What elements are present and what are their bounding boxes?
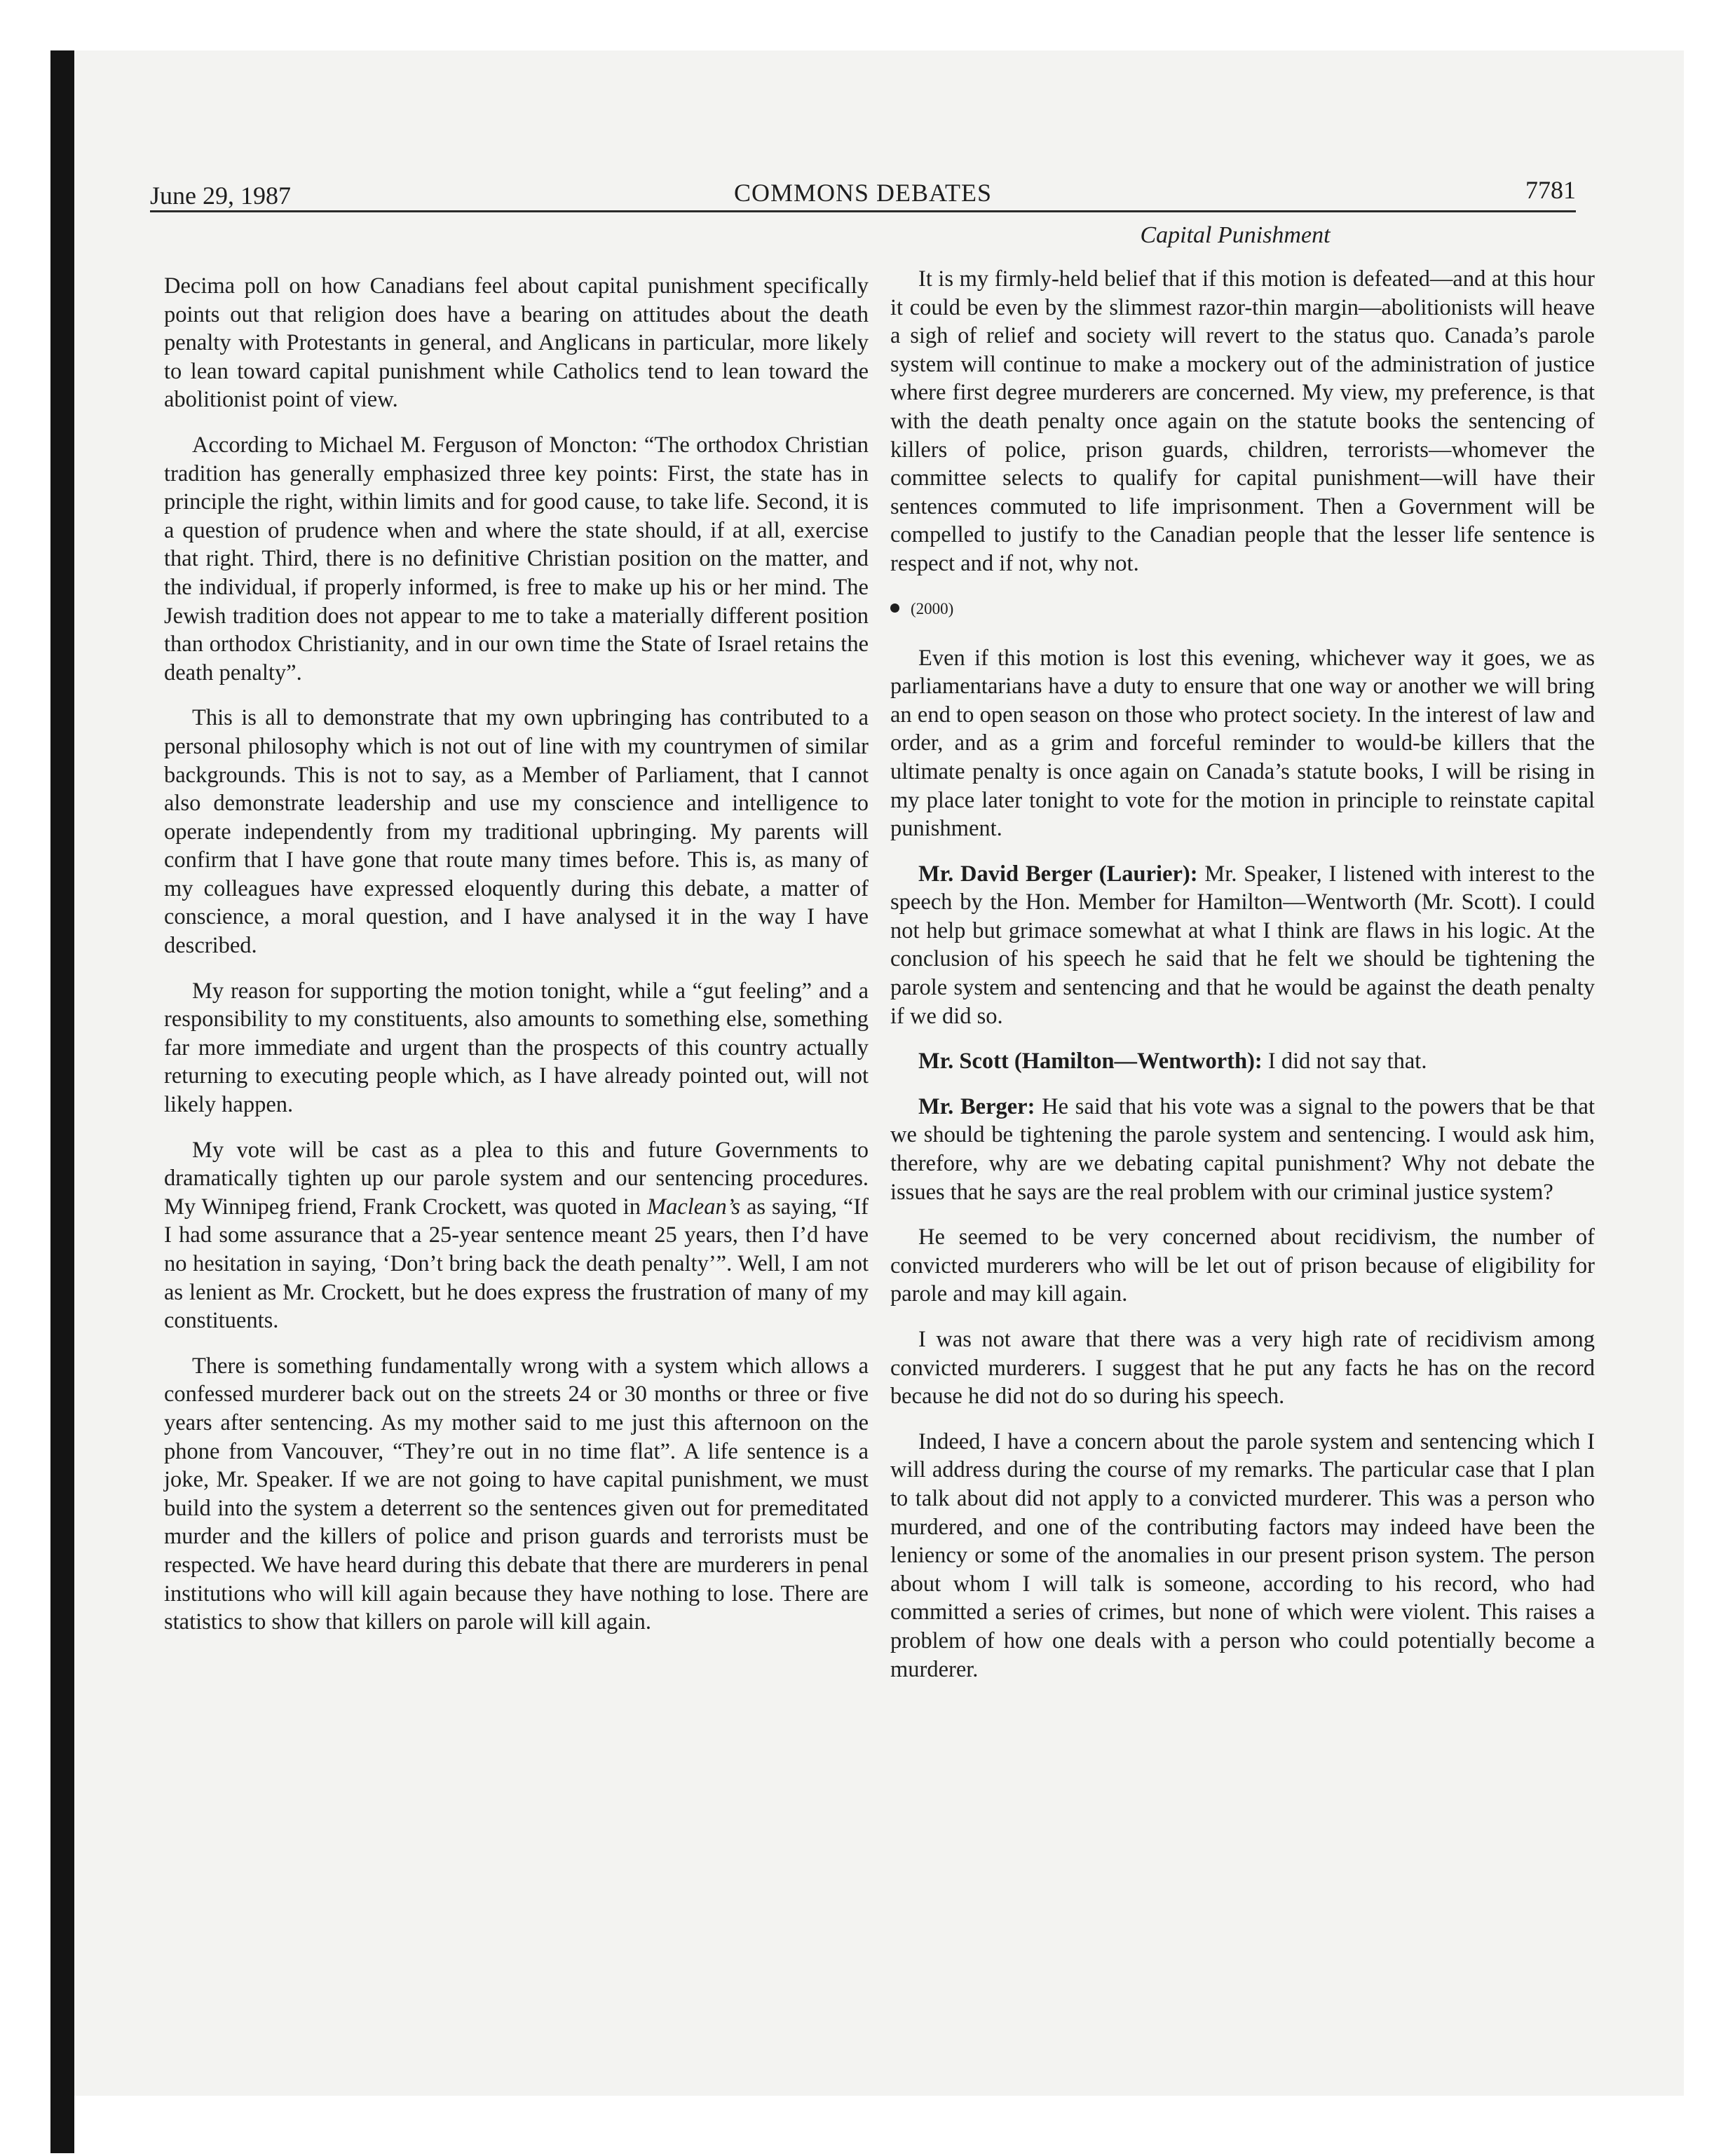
- text-run: He said that his vote was a signal to the powers that be that we should be tightening the parole system and sentencing. I would ask him, therefore, why are we debating capital punishment? Why not debate the issues that he says are the real problem with our criminal justice system?: [890, 1093, 1595, 1205]
- paragraph: It is my firmly-held belief that if this motion is defeated—and at this hour it could be even by the slimmest razor-thin margin—abolitionists will heave a sigh of relief and society will revert to the status quo. Canada’s parole system will continue to make a mockery out of the administration of justice where first degree murderers are concerned. My view, my preference, is that with the death penalty once again on the statute books the sentencing of killers of police, prison guards, children, terrorists—whomever the committee selects to qualify for capital punishment—will have their sentences commuted to life imprisonment. Then a Government will be compelled to justify to the Canadian people that the lesser life sentence is respect and if not, why not.: [890, 266, 1595, 576]
- paragraph: Even if this motion is lost this evening, whichever way it goes, we as parliamentarians have a duty to ensure that one way or another we will bring an end to open season on those who protect society. In the interest of law and order, and as a grim and forceful reminder to would-be killers that the ultimate penalty is once again on Canada’s statute books, I will be rising in my place later tonight to vote for the motion in principle to reinstate capital punishment.: [890, 645, 1595, 842]
- paragraph: There is something fundamentally wrong with a system which allows a confessed murderer back out on the streets 24 or 30 months or three or five years after sentencing. As my mother said to me just this afternoon on the phone from Vancouver, “They’re out in no time flat”. A life sentence is a joke, Mr. Speaker. If we are not going to have capital punishment, we must build into the system a deterrent so the sentences given out for premeditated murder and the killers of police and prison guards and terrorists must be respected. We have heard during this debate that there are murderers in penal institutions who will kill again because they have nothing to lose. There are statistics to show that killers on parole will kill again.: [164, 1353, 869, 1635]
- paragraph: I was not aware that there was a very high rate of recidivism among convicted murderers. I suggest that he put any facts he has on the record because he did not do so during his speech.: [890, 1327, 1595, 1410]
- paragraph: [890, 1047, 1595, 1076]
- speaker-name: Mr. David Berger (Laurier):: [918, 861, 1198, 887]
- paragraph: [890, 860, 1595, 1031]
- left-column: [164, 272, 869, 1653]
- section-title: Capital Punishment: [1140, 222, 1331, 248]
- bullet-icon: [890, 603, 899, 613]
- publication-name: Maclean’s: [647, 1194, 740, 1220]
- paragraph: Decima poll on how Canadians feel about capital punishment specifically points out that religion does have a bearing on attitudes about the death penalty with Protestants in general, and Anglicans in particular, more likely to lean toward capital punishment while Catholics tend to lean toward the abolitionist point of view.: [164, 273, 869, 413]
- page-header: [150, 175, 1576, 212]
- header-page-number: 7781: [1525, 176, 1576, 204]
- header-publication: COMMONS DEBATES: [733, 179, 993, 207]
- paragraph: My reason for supporting the motion tonight, while a “gut feeling” and a responsibility to my constituents, also amounts to something else, something far more immediate and urgent than the prospects of this country actually returning to executing people which, as I have already pointed out, will not likely happen.: [164, 978, 869, 1118]
- paragraph: He seemed to be very concerned about recidivism, the number of convicted murderers who will be let out of prison because of eligibility for parole and may kill again.: [890, 1224, 1595, 1307]
- speaker-name: Mr. Scott (Hamilton—Wentworth):: [918, 1049, 1263, 1074]
- scan-edge-shadow: [50, 50, 74, 2153]
- paragraph: This is all to demonstrate that my own upbringing has contributed to a personal philosophy which is not out of line with my countrymen of similar backgrounds. This is not to say, as a Member of Parliament, that I cannot also demonstrate leadership and use my conscience and intelligence to operate independently from my traditional upbringing. My parents will confirm that I have gone that route many times before. This is, as many of my colleagues have expressed eloquently during this debate, a matter of conscience, a moral question, and I have analysed it in the way I have described.: [164, 705, 869, 959]
- header-date: June 29, 1987: [150, 182, 291, 210]
- paragraph: [890, 1093, 1595, 1206]
- text-run: Mr. Speaker, I listened with interest to the speech by the Hon. Member for Hamilton—Wentworth (Mr. Scott). I could not help but grimace somewhat at what I think are flaws in his logic. At the conclusion of his speech he said that he felt we should be tightening the parole system and sentencing and that he would be against the death penalty if we did so.: [890, 861, 1595, 1029]
- paragraph: [164, 1136, 869, 1335]
- text-run: as saying, “If I had some assurance that a 25-year sentence meant 25 years, then I’d have no hesitation in saying, ‘Don’t bring back the death penalty’”. Well, I am not as lenient as Mr. Crockett, but he does express the frustration of many of my constituents.: [164, 1194, 869, 1334]
- paragraph: Indeed, I have a concern about the parole system and sentencing which I will address during the course of my remarks. The particular case that I plan to talk about did not apply to a convicted murderer. This was a person who murdered, and one of the contributing factors may indeed have been the leniency or some of the anomalies in our present prison system. The person about whom I will talk is someone, according to his record, who had committed a series of crimes, but none of which were violent. This raises a problem of how one deals with a person who could potentially become a murderer.: [890, 1428, 1595, 1682]
- speaker-name: Mr. Berger:: [918, 1093, 1035, 1119]
- text-run: My vote will be cast as a plea to this and future Governments to dramatically tighten up our parole system and our sentencing procedures. My Winnipeg friend, Frank Crockett, was quoted in: [164, 1137, 869, 1220]
- text-run: I did not say that.: [1262, 1049, 1427, 1074]
- right-column: [890, 265, 1595, 1700]
- paragraph: According to Michael M. Ferguson of Moncton: “The orthodox Christian tradition has generally emphasized three key points: First, the state has in principle the right, within limits and for good cause, to take life. Second, it is a question of prudence when and where the state should, if at all, exercise that right. Third, there is no definitive Christian position on the matter, and the individual, if properly informed, is free to make up his or her mind. The Jewish tradition does not appear to me to take a materially different position than orthodox Christianity, and in our own time the State of Israel retains the death penalty”.: [164, 432, 869, 685]
- timecode: [890, 595, 1595, 623]
- timecode-text: (2000): [911, 599, 954, 618]
